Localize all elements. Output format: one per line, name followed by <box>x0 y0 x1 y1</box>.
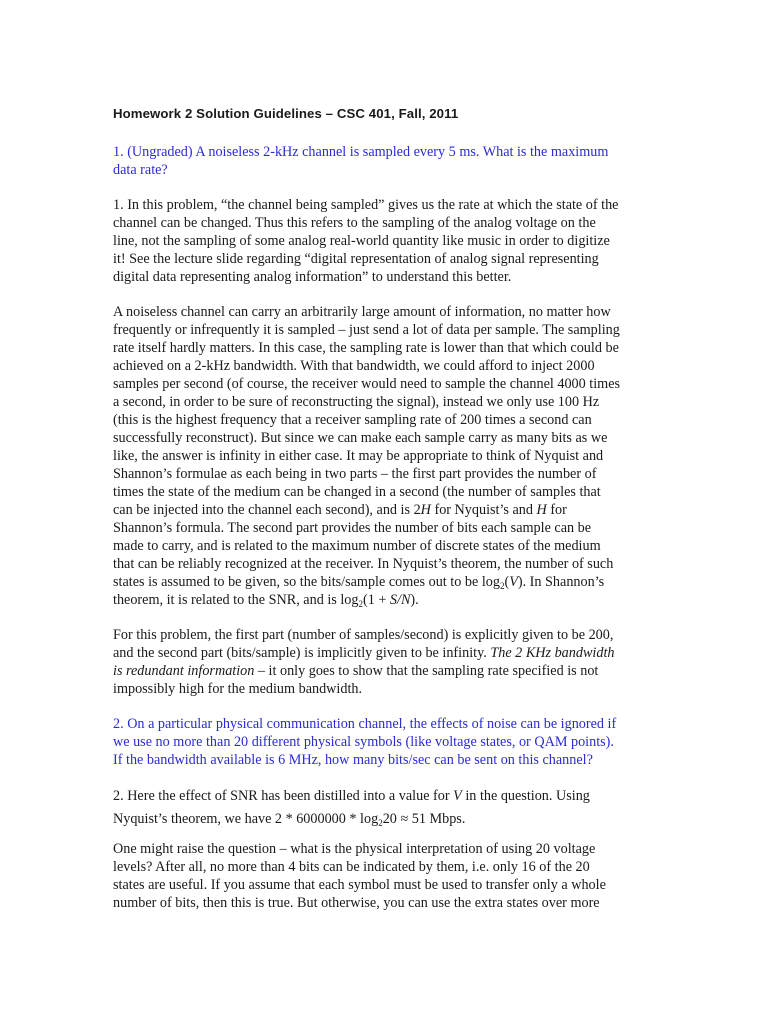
question-1-line: 1. (Ungraded) A noiseless 2-kHz channel is sampled every 5 ms. What is the maximum <box>113 144 609 160</box>
text-run: for <box>546 502 567 518</box>
answer-1-paragraph-1 <box>113 196 618 286</box>
text-run: states is assumed to be given, so the bits/sample comes out to be log <box>113 574 500 590</box>
text-line <box>113 644 615 662</box>
subscript: 2 <box>499 581 505 591</box>
text-line: rate itself hardly matters. In this case, the sampling rate is lower than that which could be <box>113 340 619 356</box>
text-line: states are useful. If you assume that each symbol must be used to transfer only a whole <box>113 877 606 893</box>
text-line: channel can be changed. Thus this refers to the sampling of the analog voltage on the <box>113 215 596 231</box>
text-run: – it only goes to show that the sampling rate specified is not <box>254 663 599 679</box>
question-1 <box>113 143 608 179</box>
text-run: in the question. Using <box>461 788 590 804</box>
text-line <box>113 787 590 806</box>
text-line: achieved on a 2-kHz bandwidth. With that bandwidth, we could afford to inject 2000 <box>113 358 595 374</box>
question-2-line: If the bandwidth available is 6 MHz, how many bits/sec can be sent on this channel? <box>113 752 593 768</box>
text-line: like, the answer is infinity in either case. It may be appropriate to think of Nyquist and <box>113 448 604 464</box>
italic-text: The 2 KHz bandwidth <box>490 645 615 661</box>
document-title: Homework 2 Solution Guidelines – CSC 401, Fall, 2011 <box>113 106 459 121</box>
text-line: frequently or infrequently it is sampled – just send a lot of data per sample. The sampling <box>113 322 620 338</box>
italic-text: is redundant information <box>113 663 255 679</box>
text-line: a second, in order to be sure of reconstructing the signal), instead we only use 100 Hz <box>113 394 600 410</box>
text-line: levels? After all, no more than 4 bits can be indicated by them, i.e. only 16 of the 20 <box>113 859 590 875</box>
text-line: times the state of the medium can be changed in a second (the number of samples that <box>113 484 601 500</box>
text-run: Nyquist’s theorem, we have 2 * 6000000 * log <box>113 811 379 827</box>
text-line <box>113 573 620 591</box>
text-line: (this is the highest frequency that a receiver sampling rate of 200 times a second can <box>113 412 592 428</box>
variable-v: V <box>453 788 462 804</box>
text-line: A noiseless channel can carry an arbitrarily large amount of information, no matter how <box>113 304 611 320</box>
text-line: that can be reliably recognized at the receiver. In Nyquist’s theorem, the number of such <box>113 556 614 572</box>
variable-h: H <box>536 502 547 518</box>
text-run: ( <box>504 574 510 590</box>
text-line: One might raise the question – what is the physical interpretation of using 20 voltage <box>113 841 596 857</box>
question-2-line: we use no more than 20 different physical symbols (like voltage states, or QAM points). <box>113 734 614 750</box>
question-2-line: 2. On a particular physical communication channel, the effects of noise can be ignored if <box>113 716 617 732</box>
text-line: 1. In this problem, “the channel being sampled” gives us the rate at which the state of the <box>113 197 619 213</box>
question-2 <box>113 715 616 769</box>
text-line: Shannon’s formula. The second part provides the number of bits each sample can be <box>113 520 592 536</box>
answer-1-paragraph-2 <box>113 303 620 609</box>
subscript: 2 <box>358 599 363 609</box>
text-line: made to carry, and is related to the maximum number of discrete states of the medium <box>113 538 601 554</box>
subscript: 2 <box>378 818 383 828</box>
text-line: samples per second (of course, the receiver would need to sample the channel 4000 times <box>113 376 621 392</box>
text-line: number of bits, then this is true. But otherwise, you can use the extra states over more <box>113 895 600 911</box>
text-line: successfully reconstruct). But since we can make each sample carry as many bits as we <box>113 430 608 446</box>
answer-1-paragraph-3 <box>113 626 615 698</box>
text-line: For this problem, the first part (number of samples/second) is explicitly given to be 200, <box>113 627 614 643</box>
text-run: can be injected into the channel each second), and is 2 <box>113 502 421 518</box>
answer-2-paragraph-1 <box>113 787 590 828</box>
text-run: 2. Here the effect of SNR has been distilled into a value for <box>113 788 454 804</box>
text-run: for Nyquist’s and <box>430 502 537 518</box>
text-run: 20 ≈ 51 Mbps. <box>382 811 466 827</box>
text-line: it! See the lecture slide regarding “digital representation of analog signal representing <box>113 251 599 267</box>
text-line <box>113 501 620 519</box>
text-run: ). <box>410 592 419 608</box>
variable-h: H <box>420 502 431 518</box>
text-line <box>113 662 615 680</box>
answer-2-paragraph-2 <box>113 840 606 912</box>
text-line <box>113 591 620 609</box>
text-line: Shannon’s formulae as each being in two parts – the first part provides the number of <box>113 466 597 482</box>
text-run: ). In Shannon’s <box>517 574 605 590</box>
text-line: digital data representing analog information” to understand this better. <box>113 269 512 285</box>
text-run: (1 + <box>362 592 390 608</box>
text-line <box>113 810 590 828</box>
question-1-line: data rate? <box>113 162 168 178</box>
text-run: and the second part (bits/sample) is implicitly given to be infinity. <box>113 645 491 661</box>
text-line: impossibly high for the medium bandwidth. <box>113 681 363 697</box>
variable-sn: S/N <box>389 592 411 608</box>
variable-v: V <box>509 574 518 590</box>
text-run: theorem, it is related to the SNR, and is log <box>113 592 359 608</box>
text-line: line, not the sampling of some analog real-world quantity like music in order to digitize <box>113 233 610 249</box>
